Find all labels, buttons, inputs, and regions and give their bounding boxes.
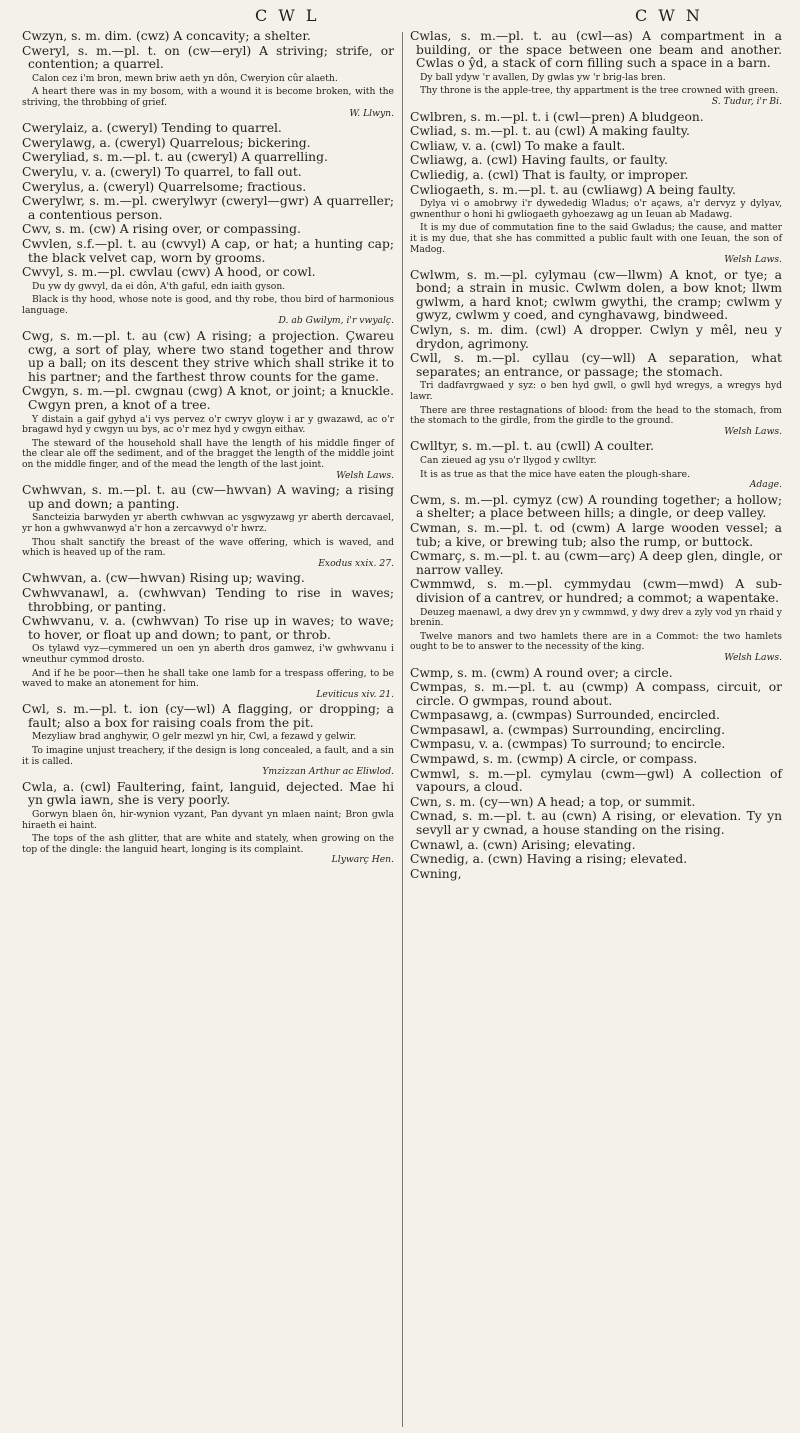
citation-text: Dy ball ydyw 'r avallen, Dy gwlas yw 'r brig-las bren. bbox=[420, 71, 666, 83]
dictionary-entry: Cwlwm, s. m.—pl. cylymau (cw—llwm) A knot, or tye; a bond; a strain in music. Cwlwm dolen, a bow knot; llwm gwlwm, a hard knot; cwlwm gwythi, the cramp; cwlwm y gwyz, cwlwm y coed, and cynghavawg, bindweed. bbox=[410, 267, 782, 323]
dictionary-entry: Cwliad, s. m.—pl. t. au (cwl) A making faulty. bbox=[410, 124, 690, 139]
dictionary-entry: Cwnawl, a. (cwn) Arising; elevating. bbox=[410, 837, 636, 852]
dictionary-entry: Cwmpasawg, a. (cwmpas) Surrounded, encircled. bbox=[410, 708, 720, 723]
dictionary-entry: Cwm, s. m.—pl. cymyz (cw) A rounding together; a hollow; a shelter; a place between hills; a dingle, or deep valley. bbox=[410, 492, 782, 521]
citation-text: To imagine unjust treachery, if the design is long concealed, a fault, and a sin it is called. bbox=[22, 745, 394, 767]
citation-quote bbox=[410, 406, 782, 438]
dictionary-entry: Cwv, s. m. (cw) A rising over, or compassing. bbox=[22, 222, 301, 237]
citation-text: A heart there was in my bosom, with a wound it is become broken, with the striving, the throbbing of grief. bbox=[22, 86, 394, 108]
running-head-left: C W L bbox=[255, 6, 320, 25]
citation-text: Calon cez i'm bron, mewn briw aeth yn dôn, Cweryion cûr alaeth. bbox=[32, 72, 338, 84]
dictionary-entry: Cwla, a. (cwl) Faultering, faint, languid, dejected. Mae hi yn gwla iawn, she is very poorly. bbox=[22, 779, 394, 808]
citation-text: Can zieued ag ysu o'r llygod y cwlltyr. bbox=[420, 455, 597, 466]
citation-quote bbox=[22, 669, 394, 701]
citation-source: S. Tudur, i'r Bi. bbox=[711, 95, 782, 107]
dictionary-entry: Cwgyn, s. m.—pl. cwgnau (cwg) A knot, or joint; a knuckle. Cwgyn pren, a knot of a tree. bbox=[22, 384, 394, 413]
dictionary-entry: Cwnedig, a. (cwn) Having a rising; elevated. bbox=[410, 852, 688, 867]
citation-text: Mezyliaw brad anghywir, O gelr mezwl yn hir, Cwl, a fezawd y gelwir. bbox=[32, 731, 357, 743]
dictionary-entry: Cwl, s. m.—pl. t. ion (cy—wl) A flagging, or dropping; a fault; also a box for raising coals from the pit. bbox=[22, 702, 394, 730]
dictionary-entry: Cwmpawd, s. m. (cwmp) A circle, or compass. bbox=[410, 752, 698, 767]
citation-quote bbox=[22, 295, 394, 327]
citation-quote bbox=[22, 74, 394, 85]
citation-text: The steward of the household shall have the length of his middle finger of the clear ale off the sediment, and of the bragget the length of the middle joint on the middle finger, and of the mead the length of the last joint. bbox=[22, 437, 394, 470]
citation-source: Leviticus xiv. 21. bbox=[316, 688, 394, 700]
citation-text: Os tylawd vyz—cymmered un oen yn aberth dros gamwez, i'w gwhwvanu i wneuthur cymmod drosto. bbox=[22, 643, 394, 665]
column-divider bbox=[402, 32, 403, 1427]
running-head-right: C W N bbox=[635, 6, 703, 25]
citation-text: There are three restagnations of blood: from the head to the stomach, from the stomach to the girdle, from the girdle to the ground. bbox=[410, 404, 782, 427]
dictionary-entry: Cwman, s. m.—pl. t. od (cwm) A large wooden vessel; a tub; a kive, or brewing tub; also the rump, or buttock. bbox=[410, 520, 782, 549]
dictionary-entry: Cwhwvanawl, a. (cwhwvan) Tending to rise in waves; throbbing, or panting. bbox=[22, 585, 394, 614]
citation-quote bbox=[410, 470, 782, 491]
citation-text: Du yw dy gwvyl, da ei dôn, A'th gaful, edn iaith gyson. bbox=[32, 280, 286, 292]
citation-source: W. Llwyn. bbox=[349, 107, 394, 119]
citation-source: Welsh Laws. bbox=[336, 469, 394, 481]
citation-quote bbox=[410, 86, 782, 107]
citation-quote bbox=[410, 632, 782, 664]
dictionary-entry: Cwmpasawl, a. (cwmpas) Surrounding, encircling. bbox=[410, 722, 726, 737]
citation-quote bbox=[410, 381, 782, 402]
citation-text: Y distain a gaif gyhyd a'i vys pervez o'r cwryv gloyw i ar y gwazawd, ac o'r bragawd hyd y cwgyn uu bys, ac o'r mez hyd y cwgyn eithav. bbox=[22, 413, 394, 436]
dictionary-entry: Cwerylu, v. a. (cweryl) To quarrel, to fall out. bbox=[22, 164, 302, 179]
dictionary-entry: Cwning, bbox=[410, 866, 462, 881]
citation-text: Twelve manors and two hamlets there are in a Commot: the two hamlets ought to be to answer to the necessity of the king. bbox=[410, 630, 782, 653]
citation-quote bbox=[410, 608, 782, 629]
citation-quote bbox=[22, 538, 394, 570]
dictionary-entry: Cwmp, s. m. (cwm) A round over; a circle. bbox=[410, 665, 673, 680]
citation-quote bbox=[22, 732, 394, 743]
citation-text: The tops of the ash glitter, that are white and stately, when growing on the top of the dingle: the languid heart, longing is its complaint. bbox=[22, 833, 394, 855]
dictionary-entry: Cwlbren, s. m.—pl. t. i (cwl—pren) A bludgeon. bbox=[410, 109, 704, 124]
citation-quote bbox=[22, 415, 394, 436]
right-column bbox=[410, 30, 782, 882]
citation-source: Ymzizzan Arthur ac Eliwlod. bbox=[262, 766, 394, 778]
citation-source: Welsh Laws. bbox=[724, 254, 782, 266]
citation-quote bbox=[410, 223, 782, 265]
dictionary-entry: Cwerylus, a. (cweryl) Quarrelsome; fractious. bbox=[22, 179, 307, 194]
dictionary-entry: Cwg, s. m.—pl. t. au (cw) A rising; a projection. Çwareu cwg, a sort of play, where two stand together and throw up a ball; on its descent they strive which shall strike it to his partner; and the farthest throw counts for the game. bbox=[22, 329, 394, 384]
dictionary-entry: Cwn, s. m. (cy—wn) A head; a top, or summit. bbox=[410, 794, 696, 809]
citation-text: Thy throne is the apple-tree, thy appartment is the tree crowned with green. bbox=[420, 85, 779, 97]
citation-source: D. ab Gwilym, i'r vwyalç. bbox=[278, 315, 394, 327]
dictionary-entry: Cwll, s. m.—pl. cyllau (cy—wll) A separation, what separates; an entrance, or passage; the stomach. bbox=[410, 351, 782, 379]
citation-text: Sancteizia barwyden yr aberth cwhwvan ac ysgwyzawg yr aberth dercavael, yr hon a gwhwvanwyd a'r hon a zercavwyd o'r hwrz. bbox=[22, 512, 394, 534]
citation-text: Tri dadfavrgwaed y syz: o ben hyd gwll, o gwll hyd wregys, a wregys hyd lawr. bbox=[410, 380, 782, 403]
citation-text: And if he be poor—then he shall take one lamb for a trespass offering, to be waved to make an atonement for him. bbox=[22, 667, 394, 690]
dictionary-entry: Cweryliad, s. m.—pl. t. au (cweryl) A quarrelling. bbox=[22, 150, 328, 165]
dictionary-entry: Cwerylaiz, a. (cweryl) Tending to quarrel. bbox=[22, 121, 282, 136]
citation-source: Adage. bbox=[749, 479, 782, 491]
dictionary-entry: Cwlyn, s. m. dim. (cwl) A dropper. Cwlyn y mêl, neu y drydon, agrimony. bbox=[410, 323, 782, 351]
dictionary-entry: Cwmmwd, s. m.—pl. cymmydau (cwm—mwd) A sub-division of a cantrev, or hundred; a commot; a wapentake. bbox=[410, 577, 782, 605]
left-column bbox=[22, 30, 394, 869]
citation-quote bbox=[22, 87, 394, 119]
citation-text: Deuzeg maenawl, a dwy drev yn y cwmmwd, y dwy drev a zyly vod yn rhaid y brenin. bbox=[410, 606, 782, 629]
dictionary-entry: Cwlltyr, s. m.—pl. t. au (cwll) A coulter. bbox=[410, 439, 654, 454]
dictionary-entry: Cwmpas, s. m.—pl. t. au (cwmp) A compass, circuit, or circle. O gwmpas, round about. bbox=[410, 680, 782, 708]
dictionary-entry: Cwliogaeth, s. m.—pl. t. au (cwliawg) A being faulty. bbox=[410, 182, 736, 197]
citation-text: It is my due of commutation fine to the said Gwladus; the cause, and matter it is my due, that she has committed a public fault with one Ieuan, the son of Madog. bbox=[410, 222, 782, 255]
dictionary-entry: Cwliaw, v. a. (cwl) To make a fault. bbox=[410, 138, 626, 153]
dictionary-entry: Cwliawg, a. (cwl) Having faults, or faulty. bbox=[410, 153, 668, 168]
citation-text: Gorwyn blaen ôn, hir-wynion vyzant, Pan dyvant yn mlaen naint; Bron gwla hiraeth ei haint. bbox=[22, 809, 394, 831]
citation-source: Exodus xxix. 27. bbox=[318, 557, 394, 569]
citation-quote bbox=[22, 439, 394, 481]
citation-quote bbox=[22, 644, 394, 665]
citation-quote bbox=[410, 199, 782, 220]
dictionary-entry: Cwvyl, s. m.—pl. cwvlau (cwv) A hood, or cowl. bbox=[22, 265, 316, 280]
dictionary-entry: Cwerylawg, a. (cweryl) Quarrelous; bickering. bbox=[22, 135, 311, 150]
dictionary-entry: Cwhwvanu, v. a. (cwhwvan) To rise up in waves; to wave; to hover, or float up and down; to pant, or throb. bbox=[22, 614, 394, 642]
citation-quote bbox=[22, 746, 394, 778]
dictionary-entry: Cwmwl, s. m.—pl. cymylau (cwm—gwl) A collection of vapours, a cloud. bbox=[410, 766, 782, 795]
dictionary-entry: Cwmpasu, v. a. (cwmpas) To surround; to encircle. bbox=[410, 737, 726, 752]
dictionary-entry: Cwzyn, s. m. dim. (cwz) A concavity; a shelter. bbox=[22, 29, 311, 43]
dictionary-entry: Cwerylwr, s. m.—pl. cwerylwyr (cweryl—gwr) A quarreller; a contentious person. bbox=[22, 194, 394, 222]
citation-source: Welsh Laws. bbox=[724, 425, 782, 437]
citation-quote bbox=[410, 73, 782, 84]
citation-quote bbox=[22, 282, 394, 293]
citation-text: Black is thy hood, whose note is good, and thy robe, thou bird of harmonious language. bbox=[22, 294, 394, 316]
citation-text: It is as true as that the mice have eaten the plough-share. bbox=[420, 468, 691, 480]
dictionary-entry: Cwnad, s. m.—pl. t. au (cwn) A rising, or elevation. Ty yn sevyll ar y cwnad, a house standing on the rising. bbox=[410, 809, 782, 838]
dictionary-entry: Cwvlen, s.f.—pl. t. au (cwvyl) A cap, or hat; a hunting cap; the black velvet cap, worn by grooms. bbox=[22, 236, 394, 265]
dictionary-entry: Cweryl, s. m.—pl. t. on (cw—eryl) A striving; strife, or contention; a quarrel. bbox=[22, 43, 394, 72]
citation-quote bbox=[22, 810, 394, 831]
citation-text: Thou shalt sanctify the breast of the wave offering, which is waved, and which is heaved up of the ram. bbox=[22, 536, 394, 559]
citation-source: Welsh Laws. bbox=[724, 651, 782, 663]
dictionary-entry: Cwmarç, s. m.—pl. t. au (cwm—arç) A deep glen, dingle, or narrow valley. bbox=[410, 549, 782, 577]
dictionary-entry: Cwhwvan, a. (cw—hwvan) Rising up; waving. bbox=[22, 571, 305, 586]
citation-quote bbox=[22, 834, 394, 866]
dictionary-entry: Cwhwvan, s. m.—pl. t. au (cw—hwvan) A waving; a rising up and down; a panting. bbox=[22, 483, 394, 511]
dictionary-entry: Cwlas, s. m.—pl. t. au (cwl—as) A compartment in a building, or the space between one beam and another. Cwlas o ŷd, a stack of corn filling such a space in a barn. bbox=[410, 29, 782, 71]
citation-quote bbox=[410, 456, 782, 467]
citation-text: Dylya vi o amobrwy i'r dywededig Wladus; o'r açaws, a'r dervyz y dylyav, gwnenthur o honi hi gwliogaeth gyhoezawg ag un Ieuan ab Madawg. bbox=[410, 198, 782, 220]
citation-quote bbox=[22, 513, 394, 534]
dictionary-entry: Cwliedig, a. (cwl) That is faulty, or improper. bbox=[410, 167, 689, 182]
citation-source: Llywarç Hen. bbox=[331, 854, 394, 866]
